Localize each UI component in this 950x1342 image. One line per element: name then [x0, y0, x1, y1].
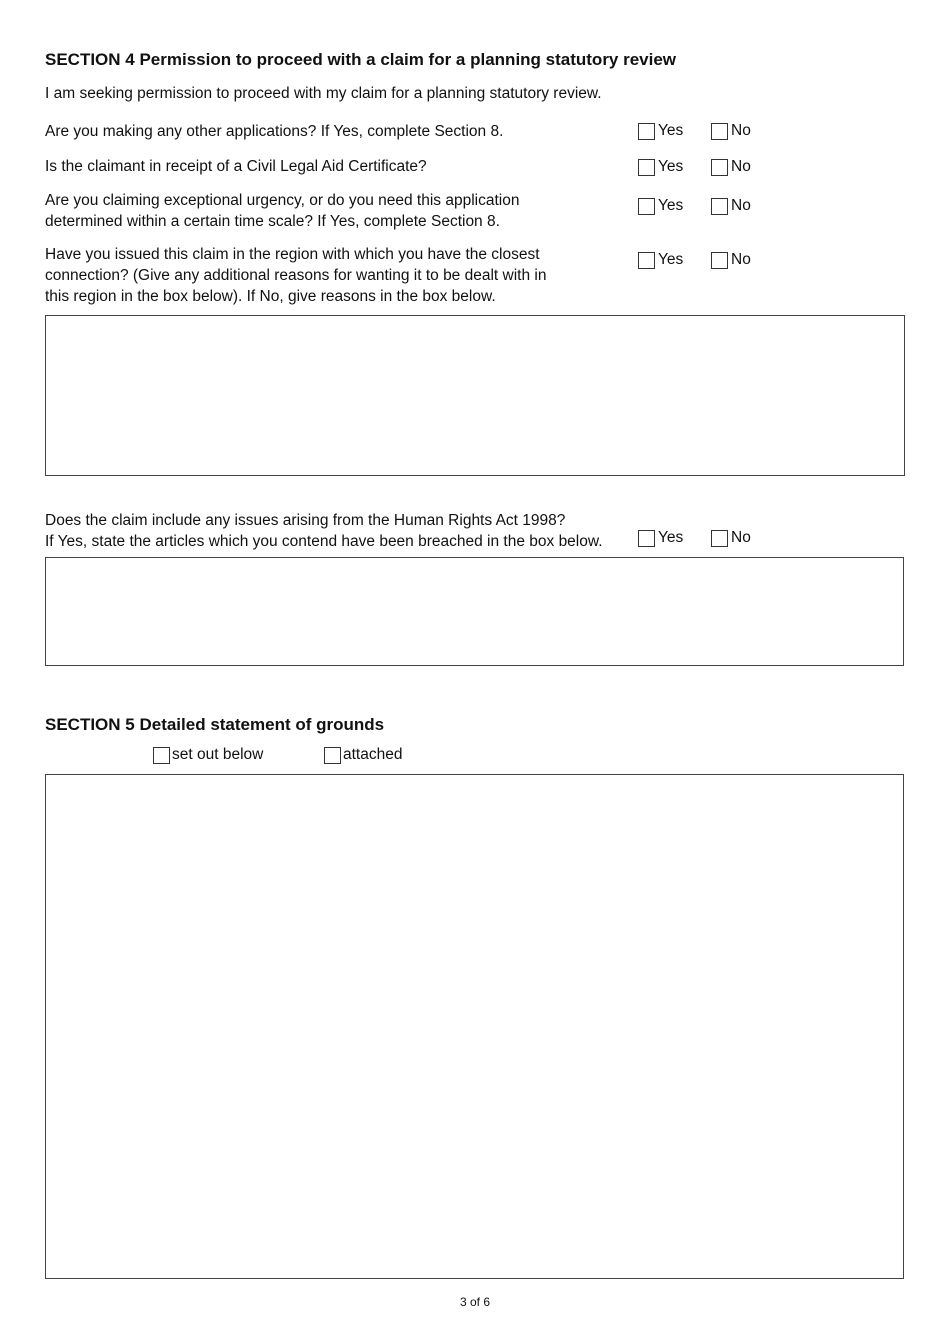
question-line: determined within a certain time scale? If Yes, complete Section 8.: [45, 213, 500, 230]
page-number: 3 of 6: [459, 1295, 491, 1309]
yes-label: Yes: [658, 197, 684, 214]
grounds-statement-textarea[interactable]: [45, 774, 904, 1279]
question-line: Are you claiming exceptional urgency, or do you need this application: [45, 192, 520, 209]
yes-label: Yes: [658, 122, 684, 139]
attached-checkbox[interactable]: [324, 747, 341, 764]
question-human-rights: [45, 510, 603, 552]
q2-yes-option[interactable]: [638, 158, 683, 176]
set-out-below-label: set out below: [172, 746, 264, 763]
q4-yes-option[interactable]: [638, 251, 683, 269]
q1-yes-checkbox[interactable]: [638, 123, 655, 140]
yes-label: Yes: [658, 529, 684, 546]
q3-no-checkbox[interactable]: [711, 198, 728, 215]
attached-label: attached: [343, 746, 403, 763]
q4-yes-checkbox[interactable]: [638, 252, 655, 269]
q1-no-option[interactable]: [711, 122, 751, 140]
question-line: Are you making any other applications? If Yes, complete Section 8.: [45, 123, 504, 140]
q4-no-checkbox[interactable]: [711, 252, 728, 269]
q3-yes-option[interactable]: [638, 197, 683, 215]
no-label: No: [731, 251, 751, 268]
yes-label: Yes: [658, 158, 684, 175]
yes-label: Yes: [658, 251, 684, 268]
set-out-below-checkbox[interactable]: [153, 747, 170, 764]
question-line: Have you issued this claim in the region with which you have the closest: [45, 246, 540, 263]
q1-no-checkbox[interactable]: [711, 123, 728, 140]
section-5-heading: SECTION 5 Detailed statement of grounds: [45, 715, 385, 734]
question-closest-region: [45, 244, 625, 307]
q3-yes-checkbox[interactable]: [638, 198, 655, 215]
set-out-below-option[interactable]: [153, 746, 263, 764]
q2-yes-checkbox[interactable]: [638, 159, 655, 176]
q4-no-option[interactable]: [711, 251, 751, 269]
question-line: this region in the box below). If No, give reasons in the box below.: [45, 288, 496, 305]
question-legal-aid: [45, 156, 625, 177]
section-4-heading: SECTION 4 Permission to proceed with a claim for a planning statutory review: [45, 50, 677, 69]
q5-yes-option[interactable]: [638, 529, 683, 547]
question-urgency: [45, 190, 625, 232]
q5-no-option[interactable]: [711, 529, 751, 547]
no-label: No: [731, 529, 751, 546]
q2-no-checkbox[interactable]: [711, 159, 728, 176]
attached-option[interactable]: [324, 746, 402, 764]
q5-yes-checkbox[interactable]: [638, 530, 655, 547]
question-line: Does the claim include any issues arising from the Human Rights Act 1998?: [45, 512, 566, 529]
question-line: Is the claimant in receipt of a Civil Legal Aid Certificate?: [45, 158, 427, 175]
no-label: No: [731, 197, 751, 214]
region-reasons-textarea[interactable]: [45, 315, 905, 476]
question-line: connection? (Give any additional reasons for wanting it to be dealt with in: [45, 267, 547, 284]
no-label: No: [731, 158, 751, 175]
q2-no-option[interactable]: [711, 158, 751, 176]
question-other-applications: [45, 121, 625, 142]
q1-yes-option[interactable]: [638, 122, 683, 140]
no-label: No: [731, 122, 751, 139]
q3-no-option[interactable]: [711, 197, 751, 215]
question-line: If Yes, state the articles which you contend have been breached in the box below.: [45, 533, 603, 550]
section-4-intro: I am seeking permission to proceed with my claim for a planning statutory review.: [45, 85, 602, 102]
human-rights-articles-textarea[interactable]: [45, 557, 904, 666]
q5-no-checkbox[interactable]: [711, 530, 728, 547]
